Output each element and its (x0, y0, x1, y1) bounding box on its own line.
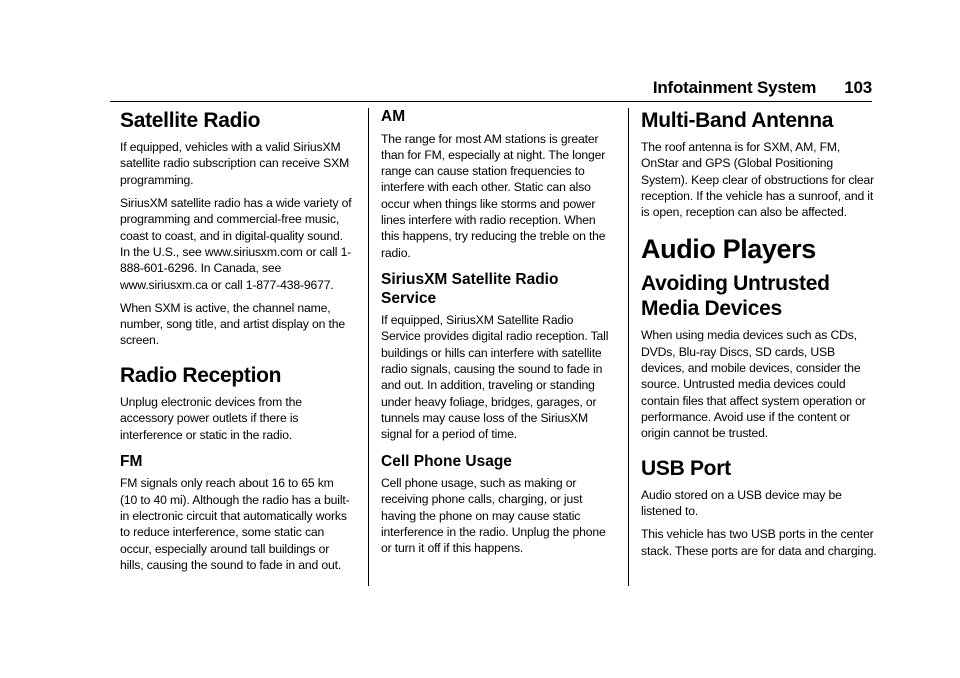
paragraph: When using media devices such as CDs, DVDs, Blu-ray Discs, SD cards, USB devices, and mobile devices, consider the source. Untrusted media devices could contain files that affect system operation or performance. Avoid use if the content or origin cannot be trusted. (641, 328, 866, 441)
heading-usb-port: USB Port (641, 456, 731, 480)
paragraph: If equipped, SiriusXM Satellite Radio Service provides digital radio reception. Tall buildings or hills can interfere with satellite radio signals, causing the sound to fade in and out. In addition, traveling or standing under heavy foliage, bridges, garages, or tunnels may cause loss of the SiriusXM signal for a period of time. (381, 313, 609, 442)
page-header (653, 78, 872, 98)
section-title: Infotainment System (652, 78, 817, 97)
heading-satellite-radio: Satellite Radio (120, 109, 261, 132)
heading-fm: FM (120, 452, 143, 470)
header-divider (110, 101, 872, 102)
heading-multi-band-antenna: Multi-Band Antenna (641, 109, 834, 132)
heading-untrusted-media: Avoiding Untrusted Media Devices (641, 272, 830, 321)
page-number: 103 (844, 78, 872, 97)
paragraph: When SXM is active, the channel name, number, song title, and artist display on the screen. (120, 300, 345, 348)
column-divider (368, 108, 369, 586)
paragraph: FM signals only reach about 16 to 65 km (10 to 40 mi). Although the radio has a built-in electronic circuit that automatically works to reduce interference, some static can occur, especially around tall buildings or hills, causing the sound to fade in and out. (120, 476, 350, 572)
paragraph: Audio stored on a USB device may be listened to. (641, 487, 842, 518)
column-right (641, 108, 877, 566)
paragraph: Unplug electronic devices from the accessory power outlets if there is interference or static in the radio. (120, 394, 302, 442)
paragraph: This vehicle has two USB ports in the center stack. These ports are for data and charging. (641, 527, 877, 558)
heading-siriusxm-service: SiriusXM Satellite Radio Service (381, 270, 559, 307)
heading-radio-reception: Radio Reception (120, 363, 282, 387)
column-left (120, 108, 354, 580)
paragraph: If equipped, vehicles with a valid SiriusXM satellite radio subscription can receive SXM programming. (120, 140, 350, 187)
paragraph: The roof antenna is for SXM, AM, FM, OnStar and GPS (Global Positioning System). Keep clear of obstructions for clear reception. If the vehicle has a sunroof, and it is open, reception can also be affected. (641, 140, 875, 220)
paragraph: The range for most AM stations is greater than for FM, especially at night. The longer range can cause station frequencies to interfere with each other. Static can also occur when things like storms and power lines interfere with radio reception. When this happens, try reducing the treble on the radio. (381, 131, 606, 260)
paragraph: Cell phone usage, such as making or receiving phone calls, charging, or just having the phone on may cause static interference in the radio. Unplug the phone or turn it off if this happens. (381, 476, 606, 556)
heading-audio-players: Audio Players (641, 233, 816, 264)
paragraph: SiriusXM satellite radio has a wide variety of programming and commercial-free music, coast to coast, and in digital-quality sound. In the U.S., see www.siriusxm.com or call 1-888-601-6296. In Canada, see www.siriusxm.ca or call 1-877-438-9677. (120, 196, 352, 292)
heading-cell-phone-usage: Cell Phone Usage (381, 452, 512, 470)
heading-am: AM (381, 108, 406, 125)
column-divider (628, 108, 629, 586)
column-middle (381, 108, 613, 564)
